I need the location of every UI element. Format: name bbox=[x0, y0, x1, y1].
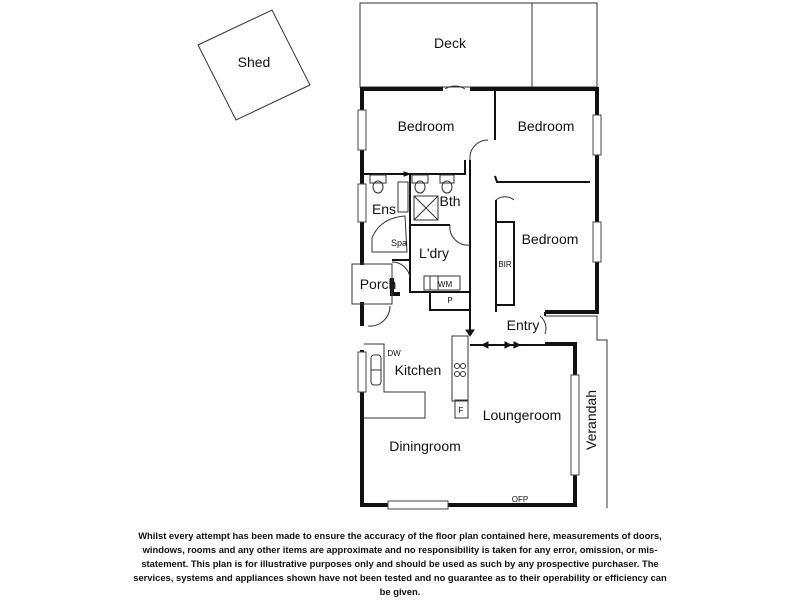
pantry-label: P bbox=[447, 296, 453, 305]
deck-outline bbox=[360, 3, 597, 87]
kitchen-label: Kitchen bbox=[394, 362, 442, 378]
disclaimer-text: Whilst every attempt has been made to ensure the accuracy of the floor plan contained here, measurements of doors, windows, rooms and any other items are approximate and no responsibility is taken for any error, omission, or mis-statement. This plan is for illustrative purposes only and should be used as such by any prospective purchaser. The services, systems and appliances shown have not been tested and no guarantee as to their operability or efficiency can be given. bbox=[133, 530, 667, 597]
verandah-label: Verandah bbox=[583, 390, 599, 450]
fridge-label: F bbox=[458, 406, 464, 415]
bedroom-1-label: Bedroom bbox=[397, 118, 455, 134]
entry-label: Entry bbox=[506, 317, 540, 333]
spa-label: Spa bbox=[390, 238, 408, 248]
laundry-label: L'dry bbox=[419, 245, 449, 261]
porch bbox=[352, 264, 396, 304]
deck-label: Deck bbox=[434, 35, 466, 51]
bedroom-3-label: Bedroom bbox=[521, 231, 579, 247]
bir-label: BIR bbox=[498, 260, 512, 269]
shed-label: Shed bbox=[237, 54, 271, 70]
loungeroom-label: Loungeroom bbox=[482, 407, 562, 423]
bathroom-label: Bth bbox=[439, 193, 461, 209]
washing-machine-label: WM bbox=[437, 280, 453, 289]
dishwasher-label: DW bbox=[387, 349, 401, 358]
shed bbox=[198, 10, 310, 120]
bedroom-2-label: Bedroom bbox=[517, 118, 575, 134]
fireplace-label: OFP bbox=[511, 495, 529, 504]
deck bbox=[360, 3, 597, 87]
ensuite-label: Ens bbox=[371, 201, 397, 217]
porch-label: Porch bbox=[359, 276, 397, 292]
diningroom-label: Diningroom bbox=[389, 438, 461, 454]
